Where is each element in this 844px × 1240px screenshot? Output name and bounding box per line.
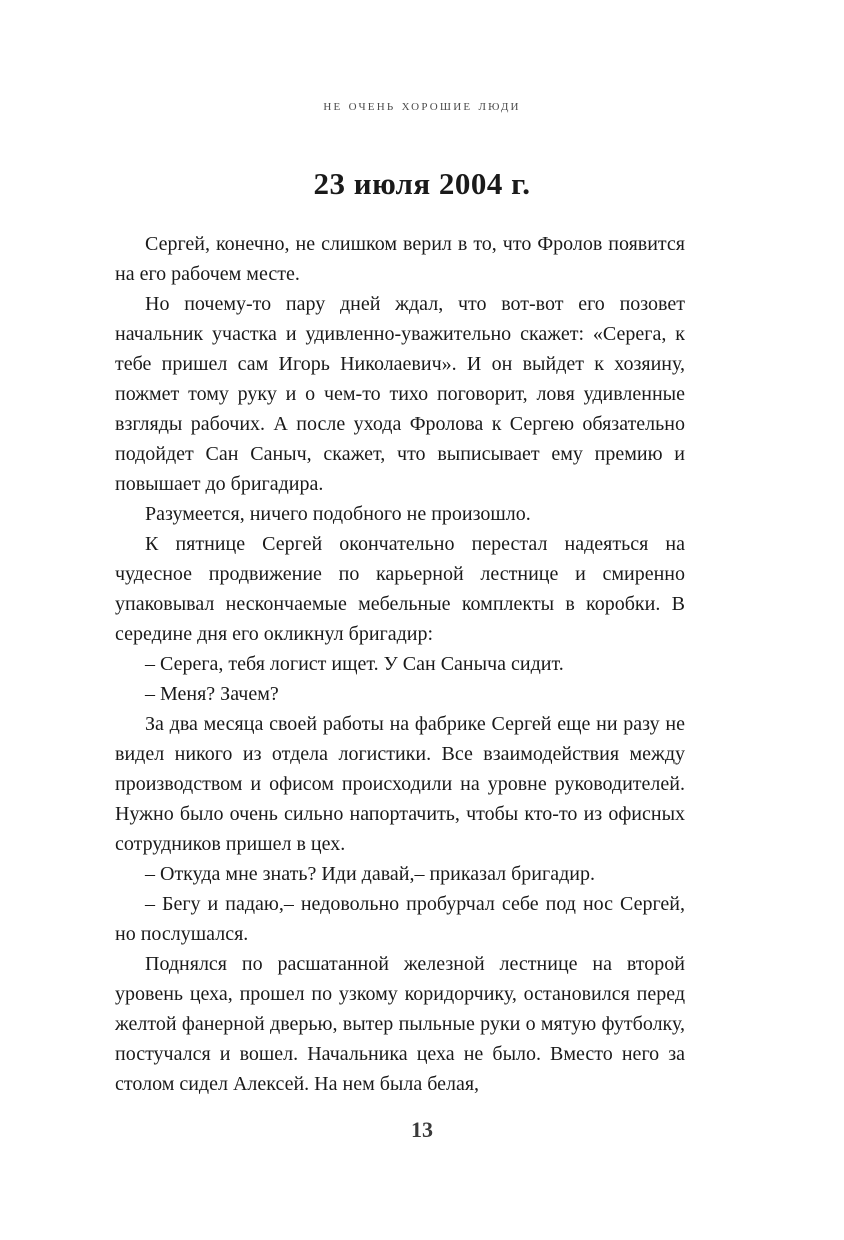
- paragraph: Разумеется, ничего подобного не произошло.: [145, 503, 531, 525]
- paragraph: К пятнице Сергей окончательно перестал надеяться на чудесное продвижение по карьерной лестнице и смиренно упаковывал нескончаемые мебельные комплекты в коробки. В середине дня его окликнул бригадир:: [115, 533, 685, 645]
- page-number: 13: [411, 1117, 433, 1142]
- paragraph: Сергей, конечно, не слишком верил в то, что Фролов появится на его рабочем месте.: [115, 233, 685, 285]
- running-head: не очень хорошие люди: [323, 97, 521, 114]
- paragraph: Но почему-то пару дней ждал, что вот-вот его позовет начальник участка и удивленно-уважительно скажет: «Серега, к тебе пришел сам Игорь Николаевич». И он выйдет к хозяину, пожмет тому руку и о чем-то тихо поговорит, ловя удивленные взгляды рабочих. А после ухода Фролова к Сергею обязательно подойдет Сан Саныч, скажет, что выписывает ему премию и повышает до бригадира.: [115, 293, 685, 495]
- paragraph: За два месяца своей работы на фабрике Сергей еще ни разу не видел никого из отдела логистики. Все взаимодействия между производством и офисом происходили на уровне руководителей. Нужно было очень сильно напортачить, чтобы кто-то из офисных сотрудников пришел в цех.: [115, 713, 685, 855]
- dialogue-line: – Меня? Зачем?: [145, 683, 279, 705]
- paragraph: Поднялся по расшатанной железной лестнице на второй уровень цеха, прошел по узкому коридорчику, остановился перед желтой фанерной дверью, вытер пыльные руки о мятую футболку, постучался и вошел. Начальника цеха не было. Вместо него за столом сидел Алексей. На нем была белая,: [115, 953, 685, 1095]
- dialogue-line: – Откуда мне знать? Иди давай,– приказал бригадир.: [145, 863, 595, 885]
- dialogue-line: – Бегу и падаю,– недовольно пробурчал себе под нос Сергей, но послушался.: [115, 893, 685, 945]
- chapter-title: 23 июля 2004 г.: [313, 166, 531, 201]
- dialogue-line: – Серега, тебя логист ищет. У Сан Саныча сидит.: [145, 653, 564, 675]
- body-text: [115, 229, 685, 1099]
